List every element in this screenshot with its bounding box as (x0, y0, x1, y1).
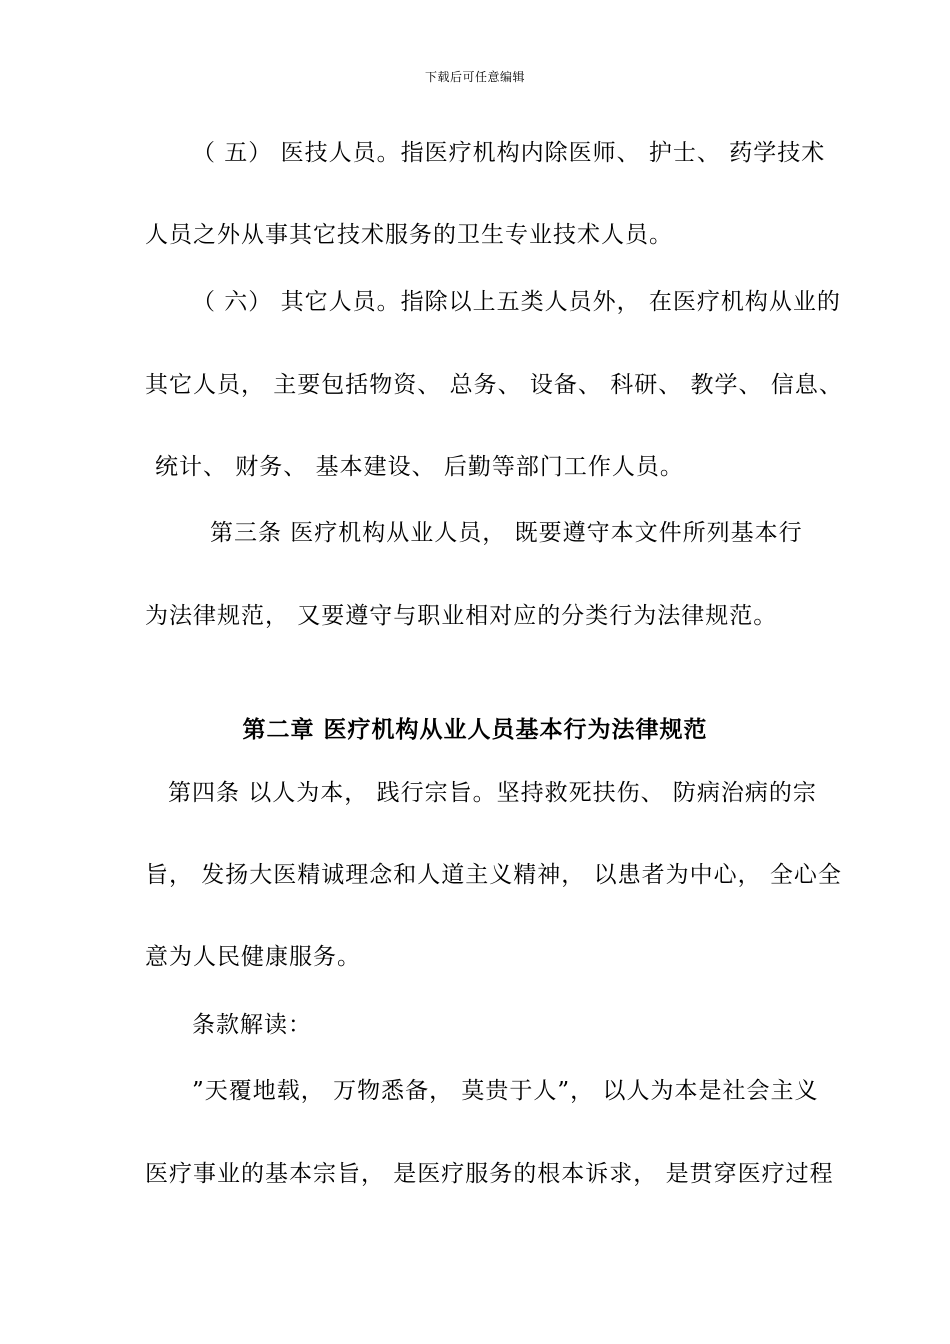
paragraph-line: （ 六） 其它人员。指除以上五类人员外， 在医疗机构从业的 (192, 289, 841, 315)
paragraph-line: 统计、 财务、 基本建设、 后勤等部门工作人员。 (155, 454, 684, 480)
paragraph-line: 其它人员， 主要包括物资、 总务、 设备、 科研、 教学、 信息、 (145, 372, 843, 398)
paragraph-line: ”天覆地载， 万物悉备， 莫贵于人”， 以人为本是社会主义 (192, 1078, 819, 1104)
chapter-heading: 第二章 医疗机构从业人员基本行为法律规范 (242, 716, 708, 743)
paragraph-line: 旨， 发扬大医精诚理念和人道主义精神， 以患者为中心， 全心全 (145, 862, 842, 888)
paragraph-line: 人员之外从事其它技术服务的卫生专业技术人员。 (145, 222, 673, 248)
paragraph-line: 第四条 以人为本， 践行宗旨。坚持救死扶伤、 防病治病的宗 (168, 780, 817, 806)
paragraph-line: 为法律规范， 又要遵守与职业相对应的分类行为法律规范。 (145, 603, 778, 629)
paragraph-line: 第三条 医疗机构从业人员， 既要遵守本文件所列基本行 (210, 520, 803, 546)
paragraph-line: 意为人民健康服务。 (145, 944, 361, 970)
page-header: 下载后可任意编辑 (424, 70, 525, 84)
paragraph-line: 医疗事业的基本宗旨， 是医疗服务的根本诉求， 是贯穿医疗过程 (145, 1161, 834, 1187)
paragraph-line: （ 五） 医技人员。指医疗机构内除医师、 护士、 药学技术 (192, 140, 826, 166)
clause-interpretation-label: 条款解读： (192, 1012, 312, 1038)
